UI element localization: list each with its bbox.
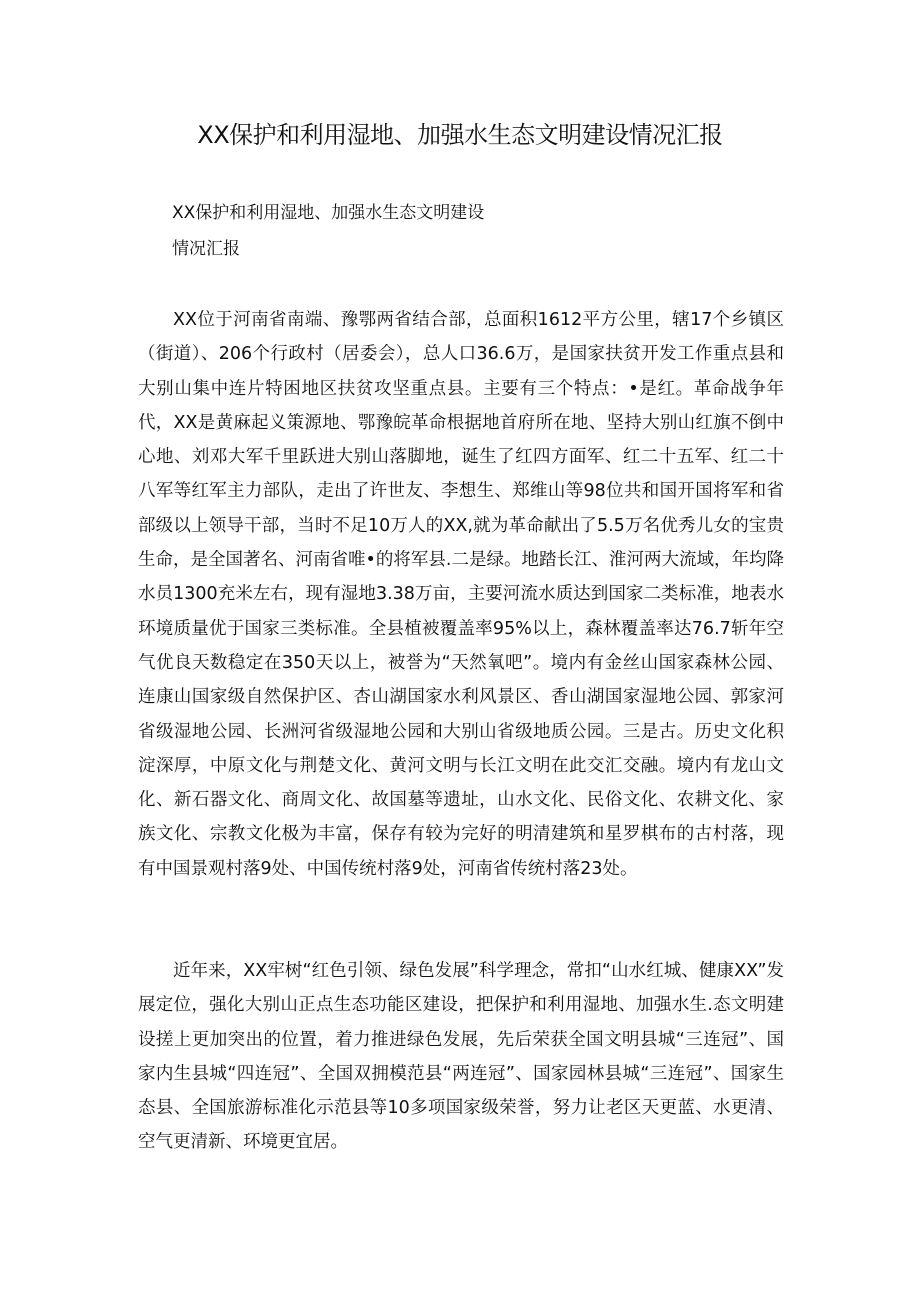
subtitle-line-1: XX保护和利用湿地、加强水生态文明建设 bbox=[172, 203, 485, 223]
subtitle-line-2: 情况汇报 bbox=[172, 239, 240, 259]
body-paragraph-2: 近年来，XX牢树“红色引领、绿色发展”科学理念，常扣“山水红城、健康XX”发展定位，强化大别山正点生态功能区建设，把保护和利用湿地、加强水生.态文明建设搓上更加突出的位置，着力推进绿色发展，先后荣获全国文明县城“三连冠”、国家内生县城“四连冠”、全国双拥模范县“两连冠”、国家园林县城“三连冠”、国家生态县、全国旅游标准化示范县等10多项国家级荣誉，努力让老区天更蓝、水更清、空气更清新、环境更宜居。 bbox=[138, 961, 784, 1153]
document-title: XX保护和利用湿地、加强水生态文明建设情况汇报 bbox=[197, 121, 723, 149]
body-paragraph-1: XX位于河南省南端、豫鄂两省结合部，总面积1612平方公里，辖17个乡镇区（街道）、206个行政村（居委会），总人口36.6万，是国家扶贫开发工作重点县和大别山集中连片特困地区扶贫攻坚重点县。主要有三个特点：•是红。革命战争年代，XX是黄麻起义策源地、鄂豫皖革命根据地首府所在地、坚持大别山红旗不倒中心地、刘邓大军千里跃进大别山落脚地，诞生了红四方面军、红二十五军、红二十八军等红军主力部队，走出了许世友、李想生、郑维山等98位共和国开国将军和省部级以上领导干部，当时不足10万人的XX,就为革命献出了5.5万名优秀儿女的宝贵生命，是全国著名、河南省唯•的将军县.二是绿。地踏长江、淮河两大流域，年均降水员1300充米左右，现有湿地3.38万亩，主要河流水质达到国家二类标准，地表水环境质量优于国家三类标准。全县植被覆盖率95%以上，森林覆盖率达76.7斩年空气优良天数稳定在350天以上，被誉为“天然氧吧”。境内有金丝山国家森林公园、连康山国家级自然保护区、杏山湖国家水利风景区、香山湖国家湿地公园、郭家河省级湿地公园、长洲河省级湿地公园和大别山省级地质公园。三是古。历史文化积淀深厚，中原文化与荆楚文化、黄河文明与长江文明在此交汇交融。境内有龙山文化、新石器文化、商周文化、故国墓等遗址，山水文化、民俗文化、农耕文化、家族文化、宗教文化极为丰富，保存有较为完好的明清建筑和星罗棋布的古村落，现有中国景观村落9处、中国传统村落9处，河南省传统村落23处。 bbox=[138, 310, 784, 879]
